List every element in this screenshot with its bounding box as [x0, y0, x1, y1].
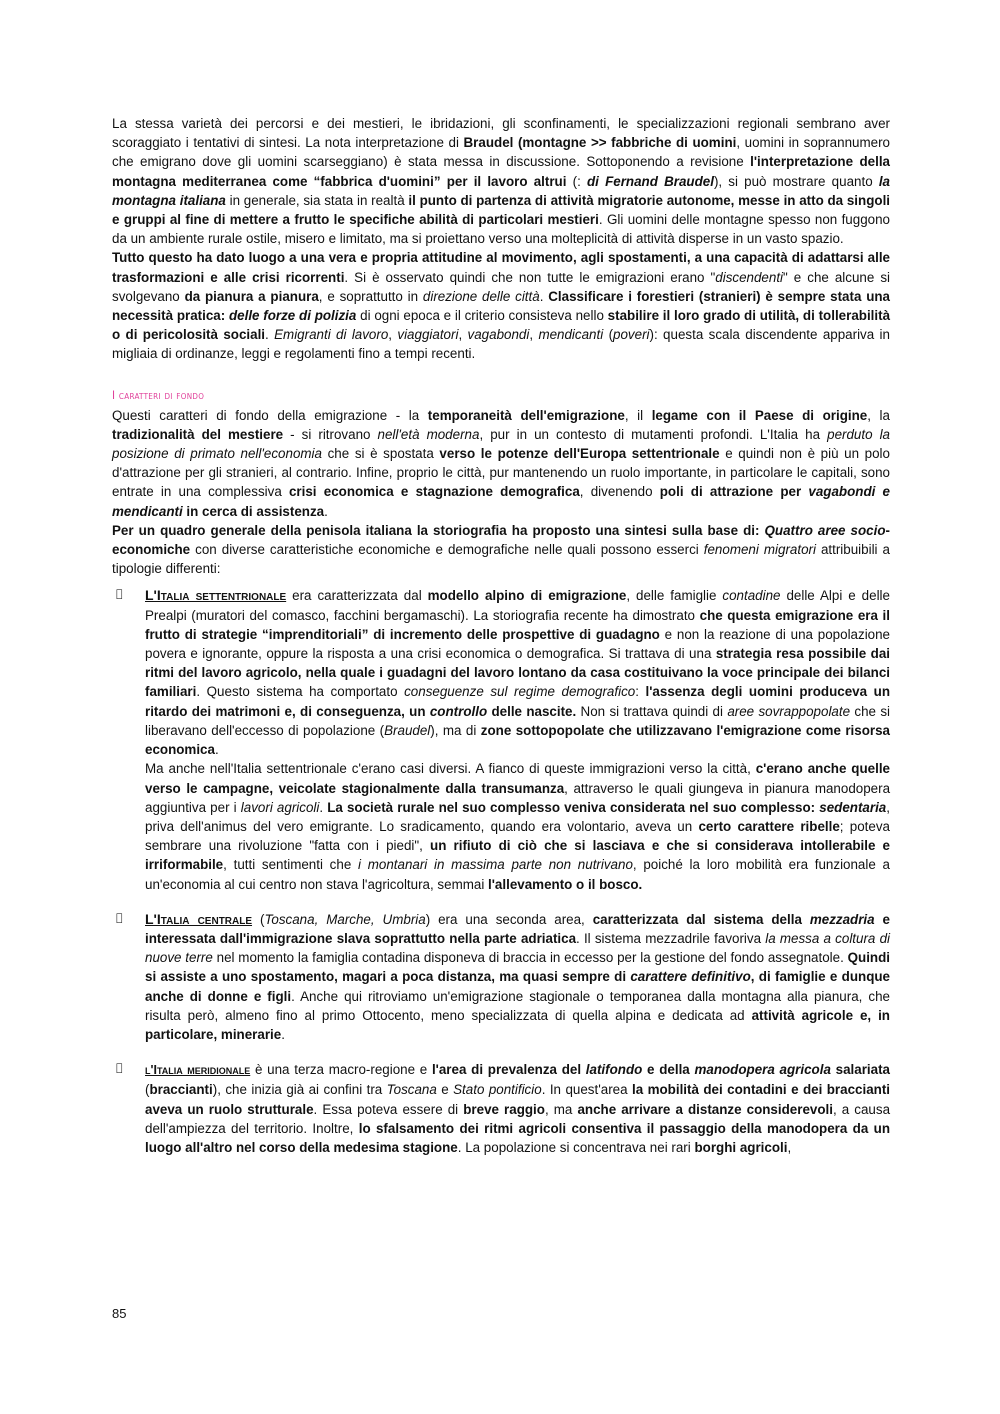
text-run: , [529, 327, 539, 343]
list-item-south [112, 1060, 890, 1157]
text-run: modello alpino di emigrazione [427, 588, 627, 604]
bullet-icon [116, 911, 123, 924]
text-run: lo sfalsamento dei ritmi agricoli consentiva il passaggio della manodopera da un luogo all'altro nel corso della medesima stagione [145, 1120, 890, 1155]
text-run: nel momento la famiglia contadina disponeva di braccia in eccesso per la gestione del fondo assegnatole. [212, 950, 848, 966]
text-run: nell'età moderna [377, 426, 480, 442]
text-run: . [265, 327, 275, 343]
text-run: salariata [830, 1062, 890, 1078]
text-run: stabilire il loro grado di utilità, di tollerabilità o di pericolosità sociali [112, 308, 891, 343]
text-run: , attraverso le quali giungeva in pianura manodopera aggiuntiva per i [145, 780, 891, 815]
text-run: ; poteva sembrare una rivoluzione "fatta con i piedi", [145, 818, 890, 854]
text-run: , a causa dell'ampiezza del territorio. Inoltre, [145, 1101, 891, 1136]
text-run: , [458, 327, 468, 343]
text-run: , [388, 327, 398, 343]
text-run: di Fernand Braudel [586, 173, 714, 189]
text-run: strategia resa possibile dai ritmi del lavoro agricolo, nella quale i guadagni del lavoro lontano da casa costituivano la voce principale dei bilanci familiari [145, 646, 891, 700]
text-run: da pianura a pianura [184, 288, 319, 304]
text-run: controllo [429, 703, 488, 719]
text-run: . [319, 799, 328, 815]
text-run: mezzadria [809, 911, 875, 927]
text-run: Ma anche nell'Italia settentrionale c'erano casi diversi. A fianco di queste immigrazioni verso la città, [145, 761, 756, 777]
text-run: Toscana, Marche, Umbria [264, 911, 426, 927]
text-run: che si liberavano dell'eccesso di popolazione ( [145, 703, 890, 738]
text-run: lavori agricoli [240, 799, 320, 815]
text-run: attività agricole e, in particolare, minerarie [145, 1007, 890, 1042]
text-run: breve raggio [463, 1101, 545, 1117]
text-run: viaggiatori [397, 327, 459, 343]
text-run: latifondo [585, 1062, 643, 1078]
text-run: . La popolazione si concentrava nei rari [457, 1139, 695, 1155]
text-run: delle Alpi e delle Prealpi (muratori del comasco, facchini bergamaschi). La storiografia recente ha dimostrato [145, 588, 890, 623]
text-run: , [787, 1139, 792, 1155]
text-run: . [539, 288, 549, 304]
document-page [112, 114, 890, 1157]
text-run: , poiché la loro mobilità era funzionale a un'economia al cui centro non stava l'agricoltura, semmai [145, 857, 890, 892]
text-run: . [214, 742, 219, 758]
text-run: che si è spostata [321, 446, 440, 462]
text-run: , uomini in soprannumero che emigrano dove gli uomini scarseggiano) è stata messa in discussione. Sottoponendo a revisione [112, 135, 890, 170]
text-run: ) era una seconda area, [425, 911, 593, 927]
item-north-p2 [145, 759, 890, 893]
text-run: La stessa varietà dei percorsi e dei mestieri, le ibridazioni, gli sconfinamenti, le specializzazioni regionali sembrano aver scoraggiato i tentativi di sintesi. La nota interpretazione di [112, 116, 890, 151]
text-run: . Anche qui ritroviamo un'emigrazione stagionale o temporanea dalla montagna alla pianura, che risulta però, almeno fino al primo Ottocento, meno specializzata di quella alpina e dedicata ad [145, 988, 890, 1023]
bullet-icon [116, 587, 123, 600]
text-run: . In quest'area [541, 1082, 632, 1098]
text-run: La società rurale nel suo complesso veniva considerata nel suo complesso: [327, 799, 820, 815]
text-run: l'assenza degli uomini produceva un ritardo dei matrimoni e, di conseguenza, un [145, 684, 891, 719]
text-run: " e che alcune si svolgevano [112, 269, 890, 304]
text-run: in cerca di assistenza [182, 503, 325, 519]
text-run: Tutto questo ha dato luogo a una vera e propria attitudine al movimento, agli spostamenti, a una capacità di adattarsi alle trasformazioni e alle crisi ricorrenti [112, 250, 890, 285]
text-run: perduto la posizione di primato nell'economia [112, 426, 891, 462]
text-run: , il [624, 407, 652, 423]
intro-paragraph-2 [112, 248, 890, 363]
text-run: l'area di prevalenza del [431, 1062, 586, 1078]
text-run: Classificare i forestieri (stranieri) è sempre stata una necessità pratica: [112, 288, 891, 324]
intro-paragraph-1 [112, 114, 890, 248]
text-run: zone sottopopolate che utilizzavano l'emigrazione come risorsa economica [145, 722, 890, 758]
text-run: : [635, 684, 646, 700]
text-run: anche arrivare a distanze considerevoli [577, 1101, 833, 1117]
item-title-center: L'Italia centrale [145, 910, 253, 927]
text-run: , divenendo [579, 484, 660, 500]
text-run: delle nascite. [487, 703, 577, 719]
text-run: sedentaria [819, 799, 887, 815]
text-run: Stato pontificio [453, 1082, 542, 1098]
text-run: i montanari in massima parte non nutrivano [358, 857, 633, 873]
text-run: poveri [613, 327, 650, 343]
text-run: mendicanti [538, 327, 604, 343]
text-run: ), si può mostrare quanto [713, 173, 879, 189]
text-run: Quattro aree socio [764, 522, 886, 538]
text-run: Braudel (montagne >> fabbriche di uomini [463, 135, 737, 151]
text-run: e quindi non è più un polo d'attrazione per gli stranieri, al contrario. Infine, proprio le città, pur mantenendo un ruolo importante, in particolare le capitali, sono entrate in una complessiva [112, 446, 890, 500]
text-run: , la [867, 407, 890, 423]
section-paragraph-2 [112, 521, 890, 579]
text-run: era caratterizzata dal [286, 588, 428, 604]
section-heading: I caratteri di fondo [112, 387, 205, 402]
text-run: l'interpretazione della montagna mediterranea come “fabbrica d'uomini” per il lavoro altrui [112, 154, 891, 189]
text-run: attribuibili a tipologie differenti: [112, 542, 890, 577]
text-run: Toscana [386, 1082, 437, 1098]
text-run: ): questa scala discendente appariva in migliaia di ordinanze, leggi e regolamenti fino a tempi recenti. [112, 327, 890, 362]
text-run: contadine [722, 588, 781, 604]
text-run: -economiche [112, 522, 890, 558]
text-run: Per un quadro generale della penisola italiana la storiografia ha proposto una sintesi sulla base di: [112, 522, 765, 538]
text-run: la messa a coltura di nuove terre [145, 930, 890, 966]
text-run: caratterizzata dal sistema della [592, 911, 810, 927]
text-run: Quindi si assiste a uno spostamento, magari a poca distanza, ma quasi sempre di [145, 950, 890, 985]
text-run: e [436, 1082, 454, 1098]
item-title-south: l'Italia meridionale [145, 1063, 251, 1078]
text-run: borghi agricoli [694, 1139, 788, 1155]
text-run: ( [145, 1082, 150, 1098]
text-run: . [324, 503, 328, 519]
item-center-p1 [145, 910, 890, 1044]
text-run: . Gli uomini delle montagne spesso non fuggono da un ambiente rurale ostile, misero e limitato, ma si proiettano verso una molteplicità di attività disperse in un vasto spazio. [112, 212, 890, 247]
text-run: fenomeni migratori [703, 542, 816, 558]
text-run: crisi economica e stagnazione demografica [288, 484, 580, 500]
text-run: conseguenze sul regime demografico [404, 684, 636, 700]
text-run: direzione delle città [422, 288, 540, 304]
text-run: braccianti [149, 1082, 213, 1098]
text-run: con diverse caratteristiche economiche e demografiche nelle quali possono esserci [190, 542, 704, 558]
text-run: certo carattere ribelle [698, 818, 840, 834]
text-run: aree sovrappopolate [727, 703, 851, 719]
text-run: , di famiglie e dunque anche di donne e figli [145, 969, 890, 1004]
bullet-icon [116, 1061, 123, 1074]
text-run: , priva dell'animus del vero emigrante. Lo sradicamento, quando era volontario, aveva un [145, 799, 890, 834]
text-run: . Questo sistema ha comportato [196, 684, 405, 700]
text-run: , tutti sentimenti che [223, 857, 359, 873]
text-run: ), che inizia già ai confini tra [212, 1082, 387, 1098]
text-run: Non si trattava quindi di [576, 703, 728, 719]
text-run: di ogni epoca e il criterio consisteva nello [356, 308, 608, 324]
text-run: legame con il Paese di origine [651, 407, 868, 423]
text-run: e interessata dall'immigrazione slava soprattutto nella parte adriatica [145, 911, 890, 946]
text-run: che questa emigrazione era il frutto di strategie “imprenditoriali” di incremento delle prospettive di guadagno [145, 607, 890, 642]
text-run: Questi caratteri di fondo della emigrazione - la [112, 407, 428, 423]
text-run: delle forze di polizia [228, 308, 357, 324]
text-run: manodopera agricola [694, 1062, 831, 1078]
text-run: temporaneità dell'emigrazione [427, 407, 625, 423]
text-run: la mobilità dei contadini e dei braccianti aveva un ruolo strutturale [145, 1082, 891, 1117]
text-run: verso le potenze dell'Europa settentrionale [439, 446, 720, 462]
text-run: . Il sistema mezzadrile favoriva [576, 930, 766, 946]
text-run: carattere definitivo [630, 969, 751, 985]
page-number: 85 [112, 1306, 127, 1321]
text-run: discendenti [715, 269, 784, 285]
text-run: poli di attrazione per [659, 484, 809, 500]
item-north-p1 [145, 586, 890, 759]
text-run: . Essa poteva essere di [313, 1101, 464, 1117]
text-run: , delle famiglie [626, 588, 723, 604]
text-run: . [281, 1026, 285, 1042]
text-run: . Si è osservato quindi che non tutte le emigrazioni erano " [344, 269, 716, 285]
text-run: e non la reazione di una popolazione povera e ignorante, oppure la risposta a una crisi economica o demografica. Si trattava di una [145, 626, 891, 662]
text-run: è una terza macro-regione e [250, 1062, 432, 1078]
section-paragraph-1 [112, 406, 890, 521]
text-run: ( [252, 911, 265, 927]
text-run: - si ritrovano [283, 426, 378, 442]
text-run: un rifiuto di ciò che si lasciava e che si considerava intollerabile e irriformabile [145, 838, 890, 873]
text-run: vagabondi e mendicanti [112, 484, 891, 519]
text-run: in generale, sia stata in realtà [225, 192, 409, 208]
text-run: ), ma di [430, 722, 481, 738]
text-run: Emigranti di lavoro [274, 327, 389, 343]
text-run: , e soprattutto in [318, 288, 423, 304]
item-south-p1 [145, 1060, 890, 1157]
text-run: , ma [544, 1101, 578, 1117]
text-run: Braudel [384, 722, 431, 738]
text-run: la montagna italiana [112, 173, 890, 208]
text-run: il punto di partenza di attività migratorie autonome, messe in atto da singoli e gruppi al fine di mettere a frutto le specifiche abilità di particolari mestieri [112, 192, 891, 228]
text-run: ( [603, 327, 614, 343]
text-run: tradizionalità del mestiere [112, 426, 284, 442]
text-run: c'erano anche quelle verso le campagne, veicolate stagionalmente dalla transumanza [145, 761, 890, 796]
text-run: , pur in un contesto di mutamenti profondi. L'Italia ha [479, 426, 828, 442]
text-run: l'allevamento o il bosco. [488, 876, 643, 892]
item-title-north: L'Italia settentrionale [145, 587, 287, 604]
list-item-north [112, 586, 890, 893]
text-run: vagabondi [467, 327, 530, 343]
text-run: e della [642, 1062, 695, 1078]
text-run: (: [566, 173, 587, 189]
list-item-center [112, 910, 890, 1044]
